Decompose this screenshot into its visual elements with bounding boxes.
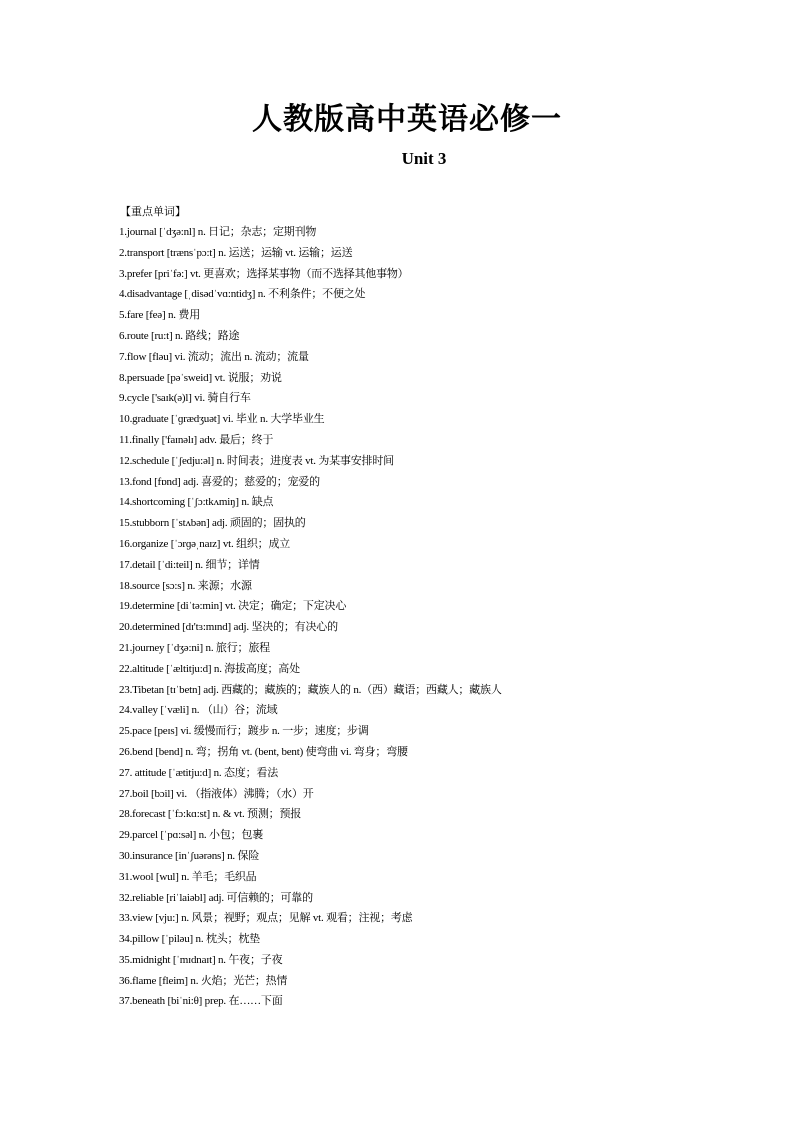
vocabulary-item: 3.prefer [priˈfə:] vt. 更喜欢；选择某事物（而不选择其他事物） [119,267,409,280]
vocabulary-item: 6.route [ru:t] n. 路线；路途 [119,329,240,342]
vocabulary-item: 24.valley [ˈvæli] n. （山）谷；流域 [119,704,278,717]
vocabulary-item: 4.disadvantage [ˌdisədˈvɑ:ntidʒ] n. 不利条件；不便之处 [119,288,366,301]
vocabulary-item: 31.wool [wul] n. 羊毛；毛织品 [119,870,257,883]
unit-subtitle: Unit 3 [401,149,447,168]
vocabulary-item: 30.insurance [inˈʃuərəns] n. 保险 [119,849,260,862]
vocabulary-item: 17.detail [ˈdi:teil] n. 细节；详情 [119,558,260,571]
vocabulary-item: 7.flow [fləu] vi. 流动；流出 n. 流动；流量 [119,350,309,363]
vocabulary-item: 20.determined [dɪ'tɜ:mɪnd] adj. 坚决的；有决心的 [119,621,338,634]
vocabulary-item: 22.altitude [ˈæltitju:d] n. 海拔高度；高处 [119,662,300,675]
vocabulary-item: 25.pace [peɪs] vi. 缓慢而行；踱步 n. 一步；速度；步调 [119,725,369,738]
vocabulary-item: 27. attitude [ˈætitju:d] n. 态度；看法 [119,766,278,779]
vocabulary-item: 1.journal [ˈdʒə:nl] n. 日记；杂志；定期刊物 [119,226,317,238]
vocabulary-item: 21.journey [ˈdʒə:ni] n. 旅行；旅程 [119,641,270,654]
vocabulary-item: 33.view [vju:] n. 风景；视野；观点；见解 vt. 观看；注视；考虑 [119,912,413,925]
vocabulary-item: 23.Tibetan [tɪˈbetn] adj. 西藏的；藏族的；藏族人的 n.（西）藏语；西藏人；藏族人 [119,683,502,696]
vocabulary-item: 26.bend [bend] n. 弯；拐角 vt. (bent, bent) 使弯曲 vi. 弯身；弯腰 [119,745,408,758]
vocabulary-item: 32.reliable [riˈlaiəbl] adj. 可信赖的；可靠的 [119,891,313,904]
vocabulary-item: 5.fare [feə] n. 费用 [119,309,200,322]
vocabulary-item: 16.organize [ˈɔrɡəˌnaɪz] vt. 组织；成立 [119,537,291,550]
vocabulary-item: 12.schedule [ˈʃedju:əl] n. 时间表；进度表 vt. 为某事安排时间 [119,454,394,467]
vocabulary-item: 9.cycle ['saɪk(ə)l] vi. 骑自行车 [119,392,251,405]
vocabulary-item: 15.stubborn [ˈstʌbən] adj. 顽固的；固执的 [119,517,306,530]
vocabulary-item: 14.shortcoming [ˈʃɔ:tkʌmiŋ] n. 缺点 [119,496,274,509]
vocabulary-item: 36.flame [fleim] n. 火焰；光芒；热情 [119,974,288,987]
vocabulary-item: 10.graduate [ˈɡrædʒuət] vi. 毕业 n. 大学毕业生 [119,413,325,426]
vocabulary-item: 2.transport [trænsˈpɔ:t] n. 运送；运输 vt. 运输；运送 [119,246,353,259]
vocabulary-list [119,222,679,1012]
vocabulary-item: 13.fond [fɒnd] adj. 喜爱的；慈爱的；宠爱的 [119,475,320,488]
vocabulary-item: 29.parcel [ˈpɑ:səl] n. 小包；包裹 [119,829,264,842]
page-title: 人教版高中英语必修一 [252,102,562,137]
vocabulary-item: 11.finally ['faɪnəlɪ] adv. 最后；终于 [119,433,274,446]
section-label: 【重点单词】 [120,205,186,218]
vocabulary-item: 18.source [sɔ:s] n. 来源；水源 [119,579,252,592]
vocabulary-item: 19.determine [diˈtə:min] vt. 决定；确定；下定决心 [119,600,347,613]
vocabulary-item: 35.midnight [ˈmɪdnaɪt] n. 午夜；子夜 [119,953,283,966]
vocabulary-item: 27.boil [bɔil] vi. （指液体）沸腾；（水）开 [119,787,314,800]
vocabulary-item: 28.forecast [ˈfɔ:kɑ:st] n. & vt. 预测；预报 [119,808,302,821]
vocabulary-item: 37.beneath [biˈni:θ] prep. 在……下面 [119,995,283,1008]
vocabulary-item: 34.pillow [ˈpiləu] n. 枕头；枕垫 [119,933,260,946]
vocabulary-item: 8.persuade [pəˈsweid] vt. 说服；劝说 [119,371,282,384]
